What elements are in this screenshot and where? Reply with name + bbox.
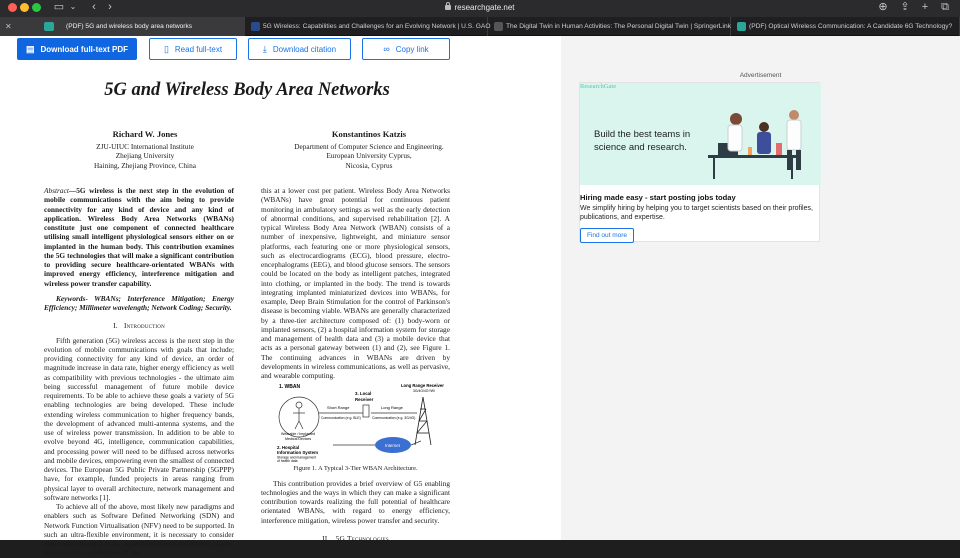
section-title: Introduction [123,321,165,331]
ad-label: Advertisement [739,72,782,79]
figure-wban-architecture [271,383,471,464]
fig-label-his: 2. Hospital [277,445,300,451]
abstract-label: Abstract [44,186,69,195]
fig-label-local: 3. Local [355,391,372,397]
researchgate-favicon-icon [737,22,746,31]
scientists-illustration [698,97,818,181]
download-citation-label: Download citation [272,45,337,54]
author-block-1 [70,130,220,170]
cell-tower-icon [415,397,431,445]
section-number: II. [322,533,330,543]
intro-paragraph-1: Fifth generation (5G) wireless access is the next step in the evolution of mobile communications with goals that include; providing connectivity for any kind of device, an order of magnitude increase in data rate, higher energy efficiency as well as compatibility with previous technologies - the ultimate aim being successful management of future mobile device requirements. To be able to achieve these goals a variety of 5G enabling technologies are being developed. These include extending wireless communication to higher frequency bands, the development of advanced multi-antenna systems, and the use of wireless power transmission. In addition to be able to evolve beyond 4G, intelligence, communication capabilities, and processing power will need to be diffused across networks and mobile devices, empowering even the smallest of connected devices. The European 5G Public Private Partnership (5GPPP) have, for example, funded projects in areas ranging from physical layer to overall architecture, network management and software networks [1]. [44,335,234,502]
ad-body: We simplify hiring by helping you to target scientists based on their profiles, publications, and expertise. [580,205,813,221]
author-affiliation: Nicosia, Cyprus [345,160,393,170]
tab-label: The Digital Twin in Human Activities: The Personal Digital Twin | SpringerLink [506,23,731,30]
author-affiliation: European University Cyprus, [326,151,412,161]
tower-link [411,441,421,445]
fig-label-internet: Internet [385,443,400,449]
document-icon: ▯ [163,44,169,54]
figure-caption: Figure 1. A Typical 3-Tier WBAN Architecture. [293,465,418,473]
maximize-window-button[interactable] [32,3,41,12]
tab-bar [0,17,960,36]
springer-favicon-icon [494,22,503,31]
author-name: Konstantinos Katzis [331,129,407,139]
fig-label-longrange: Long Range Receiver [401,383,444,389]
section-title: 5G Technologies [335,533,389,543]
address-bar[interactable] [340,1,620,14]
fig-label-wearable: Wearable / Implanted [281,432,316,437]
tab-label: (PDF) Optical Wireless Communication: A Candidate 6G Technology? [749,23,953,30]
download-pdf-label: Download full-text PDF [40,45,129,54]
abstract [44,186,234,288]
tab-owc[interactable] [731,17,960,36]
window-titlebar [0,0,960,17]
url-text: researchgate.net [454,3,515,12]
copy-link-label: Copy link [395,45,429,54]
body-paragraph-1: this at a lower cost per patient. Wireless Body Area Networks (WBANs) have great potential for continuous patient monitoring in ambulatory settings as well as the early detection of abnormal conditions, and supervised rehabilitation [2]. A typical Wireless Body Area Network (WBAN) consists of a number of inexpensive, lightweight, and miniature sensor platforms, each featuring one or more physiological sensors, such as electrocardiograms (ECG), blood pressure, electro-encephalograms (EEG), and blood glucose sensors. The sensors could be located on the body as intelligent patches, integrated into clothing, or implanted in the body. The trend is towards integrating implanted miniaturized devices into WBANs, for example, Deep Brain Stimulation for the control of Parkinson's disease is becoming viable. WBANs are generally characterized by a three-tier architecture composed of: (1) body-worn or implanted sensors, (2) a hospital information system for storage and management of health data and (3) a mobile device that acts as a personal gateway between (1) and (2), see Figure 1. The continuing advances in WBANs are driven by developments in wireless communications, as well as pervasive, and wearable computing. [261,186,450,380]
fig-label-long-sub: Communication (e.g. 3G/4G) [372,416,416,421]
fig-label-his2: Information System [277,450,318,456]
tab-5g-wban[interactable] [0,17,245,36]
author-name: Richard W. Jones [112,129,178,139]
researchgate-logo: ResearchGate [580,83,617,90]
wban-architecture-diagram [271,383,471,464]
minimize-window-button[interactable] [20,3,29,12]
researchgate-favicon-icon [44,22,54,31]
left-column [44,186,234,558]
fig-label-receiver: Receiver [355,397,374,403]
downloads-icon[interactable]: ⊕ [878,1,888,13]
ad-banner[interactable] [580,83,821,185]
download-citation-button[interactable] [248,38,351,60]
tab-label: (PDF) 5G and wireless body area networks [66,23,193,30]
read-full-text-button[interactable] [149,38,237,60]
fig-label-wban: 1. WBAN [279,384,301,391]
abstract-text: —5G wireless is the next step in the evolution of mobile communications with the aim being to provide connectivity for any kind of device and any kind of application. Wireless Body Area Networks (WBANs) constitute just one component of connected healthcare utilising small intelligent physiological sensors either on or implanted in the human body. This contribution examines the 5G technologies that will make a significant contribution to providing secure healthcare-orientated WBANs with improved energy efficiency, interference mitigation and wireless power transfer capability. [44,186,234,288]
keywords: Keywords- WBANs; Interference Mitigation; Energy Efficiency; Millimeter wavelength; Network Coding; Security. [44,293,234,312]
pdf-viewer[interactable] [0,36,561,558]
section-heading-5g [261,534,450,543]
author-affiliation: Department of Computer Science and Engineering. [294,142,444,152]
paper-title: 5G and Wireless Body Area Networks [104,80,390,100]
close-tab-icon[interactable]: ✕ [5,22,12,31]
ad-headline: Hiring made easy - start posting jobs today [580,193,736,202]
find-out-more-button[interactable]: Find out more [580,228,634,243]
close-window-button[interactable] [8,3,17,12]
tab-gao[interactable] [245,17,491,36]
ad-tagline: Build the best teams in science and research. [594,129,691,153]
author-affiliation: Zhejiang University [115,151,175,161]
author-block-2 [262,130,476,170]
fig-label-medical: Medical Devices [285,437,312,442]
fig-label-short: Short Range [327,405,350,411]
download-pdf-button[interactable] [17,38,137,60]
download-icon: ⤓ [262,44,267,54]
tab-overview-icon[interactable]: ⧉ [941,1,949,13]
right-column [261,186,450,548]
intro-paragraph-2: To achieve all of the above, most likely new paradigms and enablers such as Software Defined Networking (SDN) and Network Function Virtualisation (NFV) need to be supported. In such an ultra-flexible environment, it is necessary to consider new solutions, such as the separation of user and control planes, and possibly, re-definition of the [44,502,234,558]
fig-label-his4: of health data [277,459,298,464]
body-figure-icon [293,402,305,429]
sidebar-toggle-icon[interactable]: ▭ [53,1,65,13]
section-heading-introduction [44,321,234,330]
fig-label-longrange-sub: 3G/4G/4G*/Wi [413,389,435,394]
ad-card[interactable] [579,82,820,242]
author-affiliation: Haining, Zhejiang Province, China [94,160,196,170]
new-tab-icon[interactable]: + [921,1,929,13]
link-icon: ∞ [383,44,390,54]
fig-label-his3: Storage and management [277,455,317,460]
share-icon[interactable]: ⇪ [900,1,910,13]
forward-icon[interactable]: › [108,1,112,13]
fig-label-long: Long Range [381,405,403,411]
tab-label: 5G Wireless: Capabilities and Challenges for an Evolving Network | U.S. GAO [263,23,491,30]
read-full-text-label: Read full-text [174,45,223,54]
copy-link-button[interactable] [362,38,450,60]
pdf-file-icon: ▤ [25,44,35,54]
author-affiliation: ZJU-UIUC International Institute [96,142,194,152]
fig-label-short-sub: Communication (e.g. BLE) [321,416,361,421]
body-paragraph-2: This contribution provides a brief overview of G5 enabling technologies and the ways in which they can make a significant contribution towards realizing the full potential of healthcare orientated WBANs, with regard to energy efficiency, interference mitigation, wireless power transfer and security. [261,478,450,525]
gao-favicon-icon [251,22,260,31]
section-number: I. [113,321,118,331]
lock-icon [445,5,451,10]
ad-sidebar [561,36,960,540]
back-icon[interactable]: ‹ [92,1,96,13]
phone-icon [363,405,369,417]
chevron-down-icon[interactable]: ⌄ [69,2,77,11]
tab-springer[interactable] [488,17,731,36]
